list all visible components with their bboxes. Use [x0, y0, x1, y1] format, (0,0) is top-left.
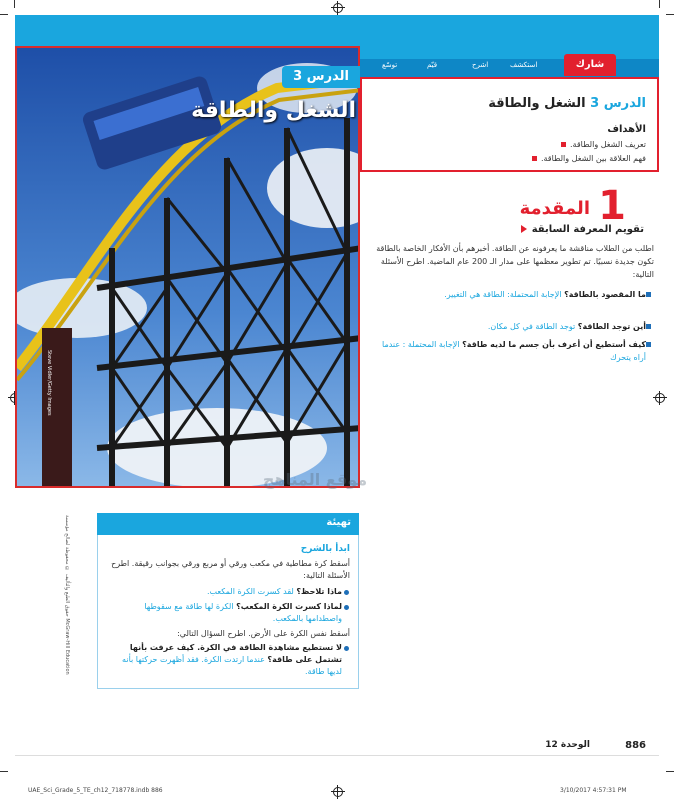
square-bullet-icon	[646, 324, 651, 329]
question-item	[382, 288, 646, 301]
file-slug: UAE_Sci_Grade_5_TE_ch12_718778.indb 886	[28, 787, 163, 794]
trim-mark	[0, 14, 8, 15]
trim-mark	[659, 0, 660, 8]
question-text: لماذا كسرت الكرة المكعب؟	[236, 602, 342, 611]
answer-text: لقد كسرت الكرة المكعب.	[206, 587, 294, 596]
registration-mark	[333, 3, 343, 13]
lesson-heading	[374, 96, 646, 111]
question-item	[110, 601, 342, 625]
circle-bullet-icon	[344, 646, 349, 651]
watermark-logo: موقع المناهج	[262, 470, 368, 489]
prior-knowledge-title	[374, 224, 644, 235]
question-text: ما المقصود بالطاقة؟	[564, 290, 646, 299]
section-title: المقدمة	[519, 198, 590, 219]
nav-item-extend[interactable]: توسّع	[382, 61, 398, 69]
ready-text: أسقط كرة مطاطية في مكعب ورقي أو مربع ورقي بجوانب رقيقة. اطرح الأسئلة التالية:	[111, 559, 350, 580]
trim-mark	[666, 14, 674, 15]
answer-text: الإجابة المحتملة : عندما أراه يتحرك	[382, 340, 646, 362]
triangle-bullet-icon	[521, 225, 527, 233]
question-text: لا تستطيع مشاهدة الطاقة في الكرة. كيف عرفت بأنها تشتمل على طاقة؟	[129, 643, 342, 664]
nav-item-evaluate[interactable]: قيّم	[427, 61, 438, 69]
square-bullet-icon	[646, 342, 651, 347]
footer-divider	[15, 755, 659, 756]
share-tab[interactable]: شارك	[564, 54, 616, 76]
start-title: ابدأ بالشرح	[300, 544, 350, 554]
answer-text: الكرة لها طاقة مع سقوطها واصطدامها بالمكعب.	[144, 602, 342, 623]
question-item	[110, 642, 342, 678]
question-item	[382, 338, 646, 364]
registration-mark	[333, 787, 343, 797]
circle-bullet-icon	[344, 605, 349, 610]
circle-bullet-icon	[344, 590, 349, 595]
copyright-side-text: حقوق الطبع والتأليف © محفوظة لصالح مؤسسة McGraw-Hill Education	[64, 515, 70, 675]
nav-item-explore[interactable]: استكشف	[510, 61, 538, 69]
trim-mark	[0, 771, 8, 772]
goal-item: تعريف الشغل والطاقة.	[374, 140, 646, 149]
question-item	[110, 586, 342, 598]
page-number: 886	[625, 740, 646, 751]
trim-mark	[666, 771, 674, 772]
lesson-number: الدرس 3	[590, 96, 646, 111]
question-text: أين توجد الطاقة؟	[577, 322, 646, 331]
question-text: ماذا تلاحظ؟	[296, 587, 342, 596]
nav-item-explain[interactable]: اشرح	[472, 61, 489, 69]
print-timestamp: 3/10/2017 4:57:31 PM	[560, 787, 627, 794]
ready-text: أسقط نفس الكرة على الأرض. اطرح السؤال التالي:	[177, 629, 350, 638]
photo-title: الشغل والطاقة	[191, 98, 356, 123]
question-text: كيف أستطيع أن أعرف بأن جسم ما لديه طاقة؟	[462, 340, 646, 349]
registration-mark	[655, 393, 665, 403]
prior-knowledge-label: تقويم المعرفة السابقة	[531, 224, 644, 235]
section-number: 1	[598, 183, 626, 229]
answer-text: عندما ارتدت الكرة. فقد أظهرت حركتها بأنه لديها طاقة.	[122, 655, 342, 676]
answer-text: الإجابة المحتملة: الطاقة هي التغيير.	[444, 290, 562, 299]
square-bullet-icon	[646, 292, 651, 297]
goals-title: الأهداف	[607, 124, 646, 135]
unit-label: الوحدة 12	[545, 740, 590, 750]
trim-mark	[14, 0, 15, 8]
question-item	[382, 320, 646, 333]
answer-text: توجد الطاقة في كل مكان.	[487, 322, 576, 331]
lesson-title: الشغل والطاقة	[488, 96, 586, 111]
photo-credit: Steve Vidler/Getty Images	[46, 350, 52, 416]
ready-label: تهيئة	[326, 517, 351, 528]
intro-paragraph: اطلب من الطلاب مناقشة ما يعرفونه عن الطاقة. أخبرهم بأن الأفكار الخاصة بالطاقة تكون جديدة نسبيًا. تم تطوير معظمها على مدار الـ 200 عام الماضية. اطرح الأسئلة التالية:	[376, 244, 654, 279]
goal-item: فهم العلاقة بين الشغل والطاقة.	[374, 154, 646, 163]
lesson-tab: الدرس 3	[282, 66, 360, 88]
